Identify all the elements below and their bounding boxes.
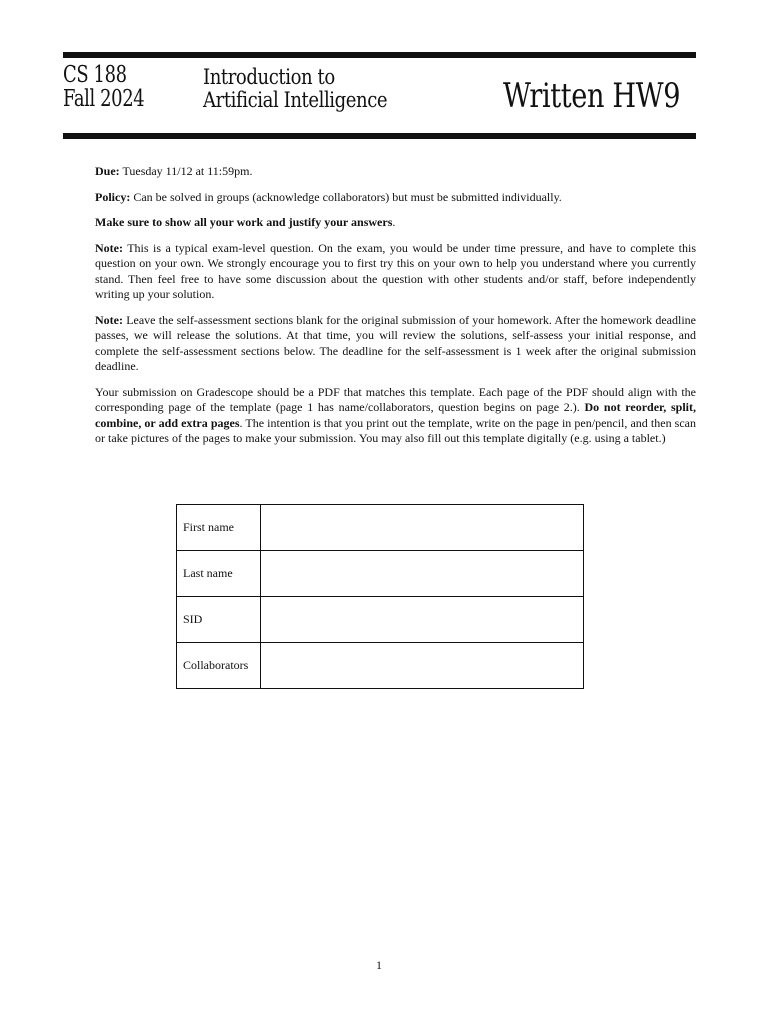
- page-number: 1: [376, 958, 382, 972]
- sid-field[interactable]: [261, 597, 584, 643]
- course-title-line1: Introduction to: [203, 65, 335, 89]
- policy-paragraph: [95, 190, 696, 206]
- show-work-paragraph: [95, 215, 696, 231]
- last-name-field[interactable]: [261, 551, 584, 597]
- note1-label: Note:: [95, 240, 123, 255]
- header-bottom-rule: [63, 133, 696, 139]
- show-work-end: .: [392, 215, 396, 229]
- due-label: Due:: [95, 164, 120, 178]
- note1-paragraph: [95, 241, 696, 303]
- note2-paragraph: [95, 313, 696, 375]
- table-row: [177, 551, 584, 597]
- policy-label: Policy:: [95, 189, 131, 204]
- table-row: [177, 643, 584, 689]
- first-name-label: First name: [177, 505, 261, 551]
- collaborators-field[interactable]: [261, 643, 584, 689]
- instructions: [95, 164, 696, 457]
- course-code: CS 188: [63, 62, 127, 88]
- student-info-table: [176, 504, 584, 689]
- table-row: [177, 505, 584, 551]
- policy-text: Can be solved in groups (acknowledge collaborators) but must be submitted individually.: [130, 189, 562, 204]
- sid-label: SID: [177, 597, 261, 643]
- submission-bold: Do not reorder, split, combine, or add extra pages: [95, 400, 696, 430]
- course-title-line2: Artificial Intelligence: [203, 88, 388, 112]
- note2-text: Leave the self-assessment sections blank for the original submission of your homework. After the homework deadline passes, we will release the solutions. At that time, you will review the solutions, self-assess your initial response, and complete the self-assessment sections below. The deadline for the self-assessment is 1 week after the original submission deadline.: [95, 312, 696, 373]
- due-paragraph: [95, 164, 696, 180]
- collaborators-label: Collaborators: [177, 643, 261, 689]
- first-name-field[interactable]: [261, 505, 584, 551]
- last-name-label: Last name: [177, 551, 261, 597]
- assignment-title: Written HW9: [503, 76, 681, 116]
- header-top-rule: [63, 52, 696, 58]
- note2-label: Note:: [95, 312, 123, 327]
- table-row: [177, 597, 584, 643]
- submission-text-1: Your submission on Gradescope should be a PDF that matches this template. Each page of the PDF should align with the corresponding page of the template (page 1 has name/collaborators, question begins on page 2.).: [95, 384, 696, 414]
- course-info: [63, 63, 144, 111]
- show-work-text: Make sure to show all your work and justify your answers: [95, 215, 393, 229]
- course-title: [203, 66, 387, 112]
- note1-text: This is a typical exam-level question. On the exam, you would be under time pressure, and have to complete this question on your own. We strongly encourage you to first try this on your own to help you understand where you currently stand. Then feel free to have some discussion about the question with other students and/or staff, before independently writing up your solution.: [95, 240, 696, 301]
- submission-paragraph: [95, 385, 696, 447]
- due-text: Tuesday 11/12 at 11:59pm.: [119, 164, 253, 178]
- submission-text-2: . The intention is that you print out the template, write on the page in pen/pencil, and then scan or take pictures of the pages to make your submission. You may also fill out this template digitally (e.g. using a tablet.): [95, 415, 696, 445]
- course-term: Fall 2024: [63, 86, 145, 112]
